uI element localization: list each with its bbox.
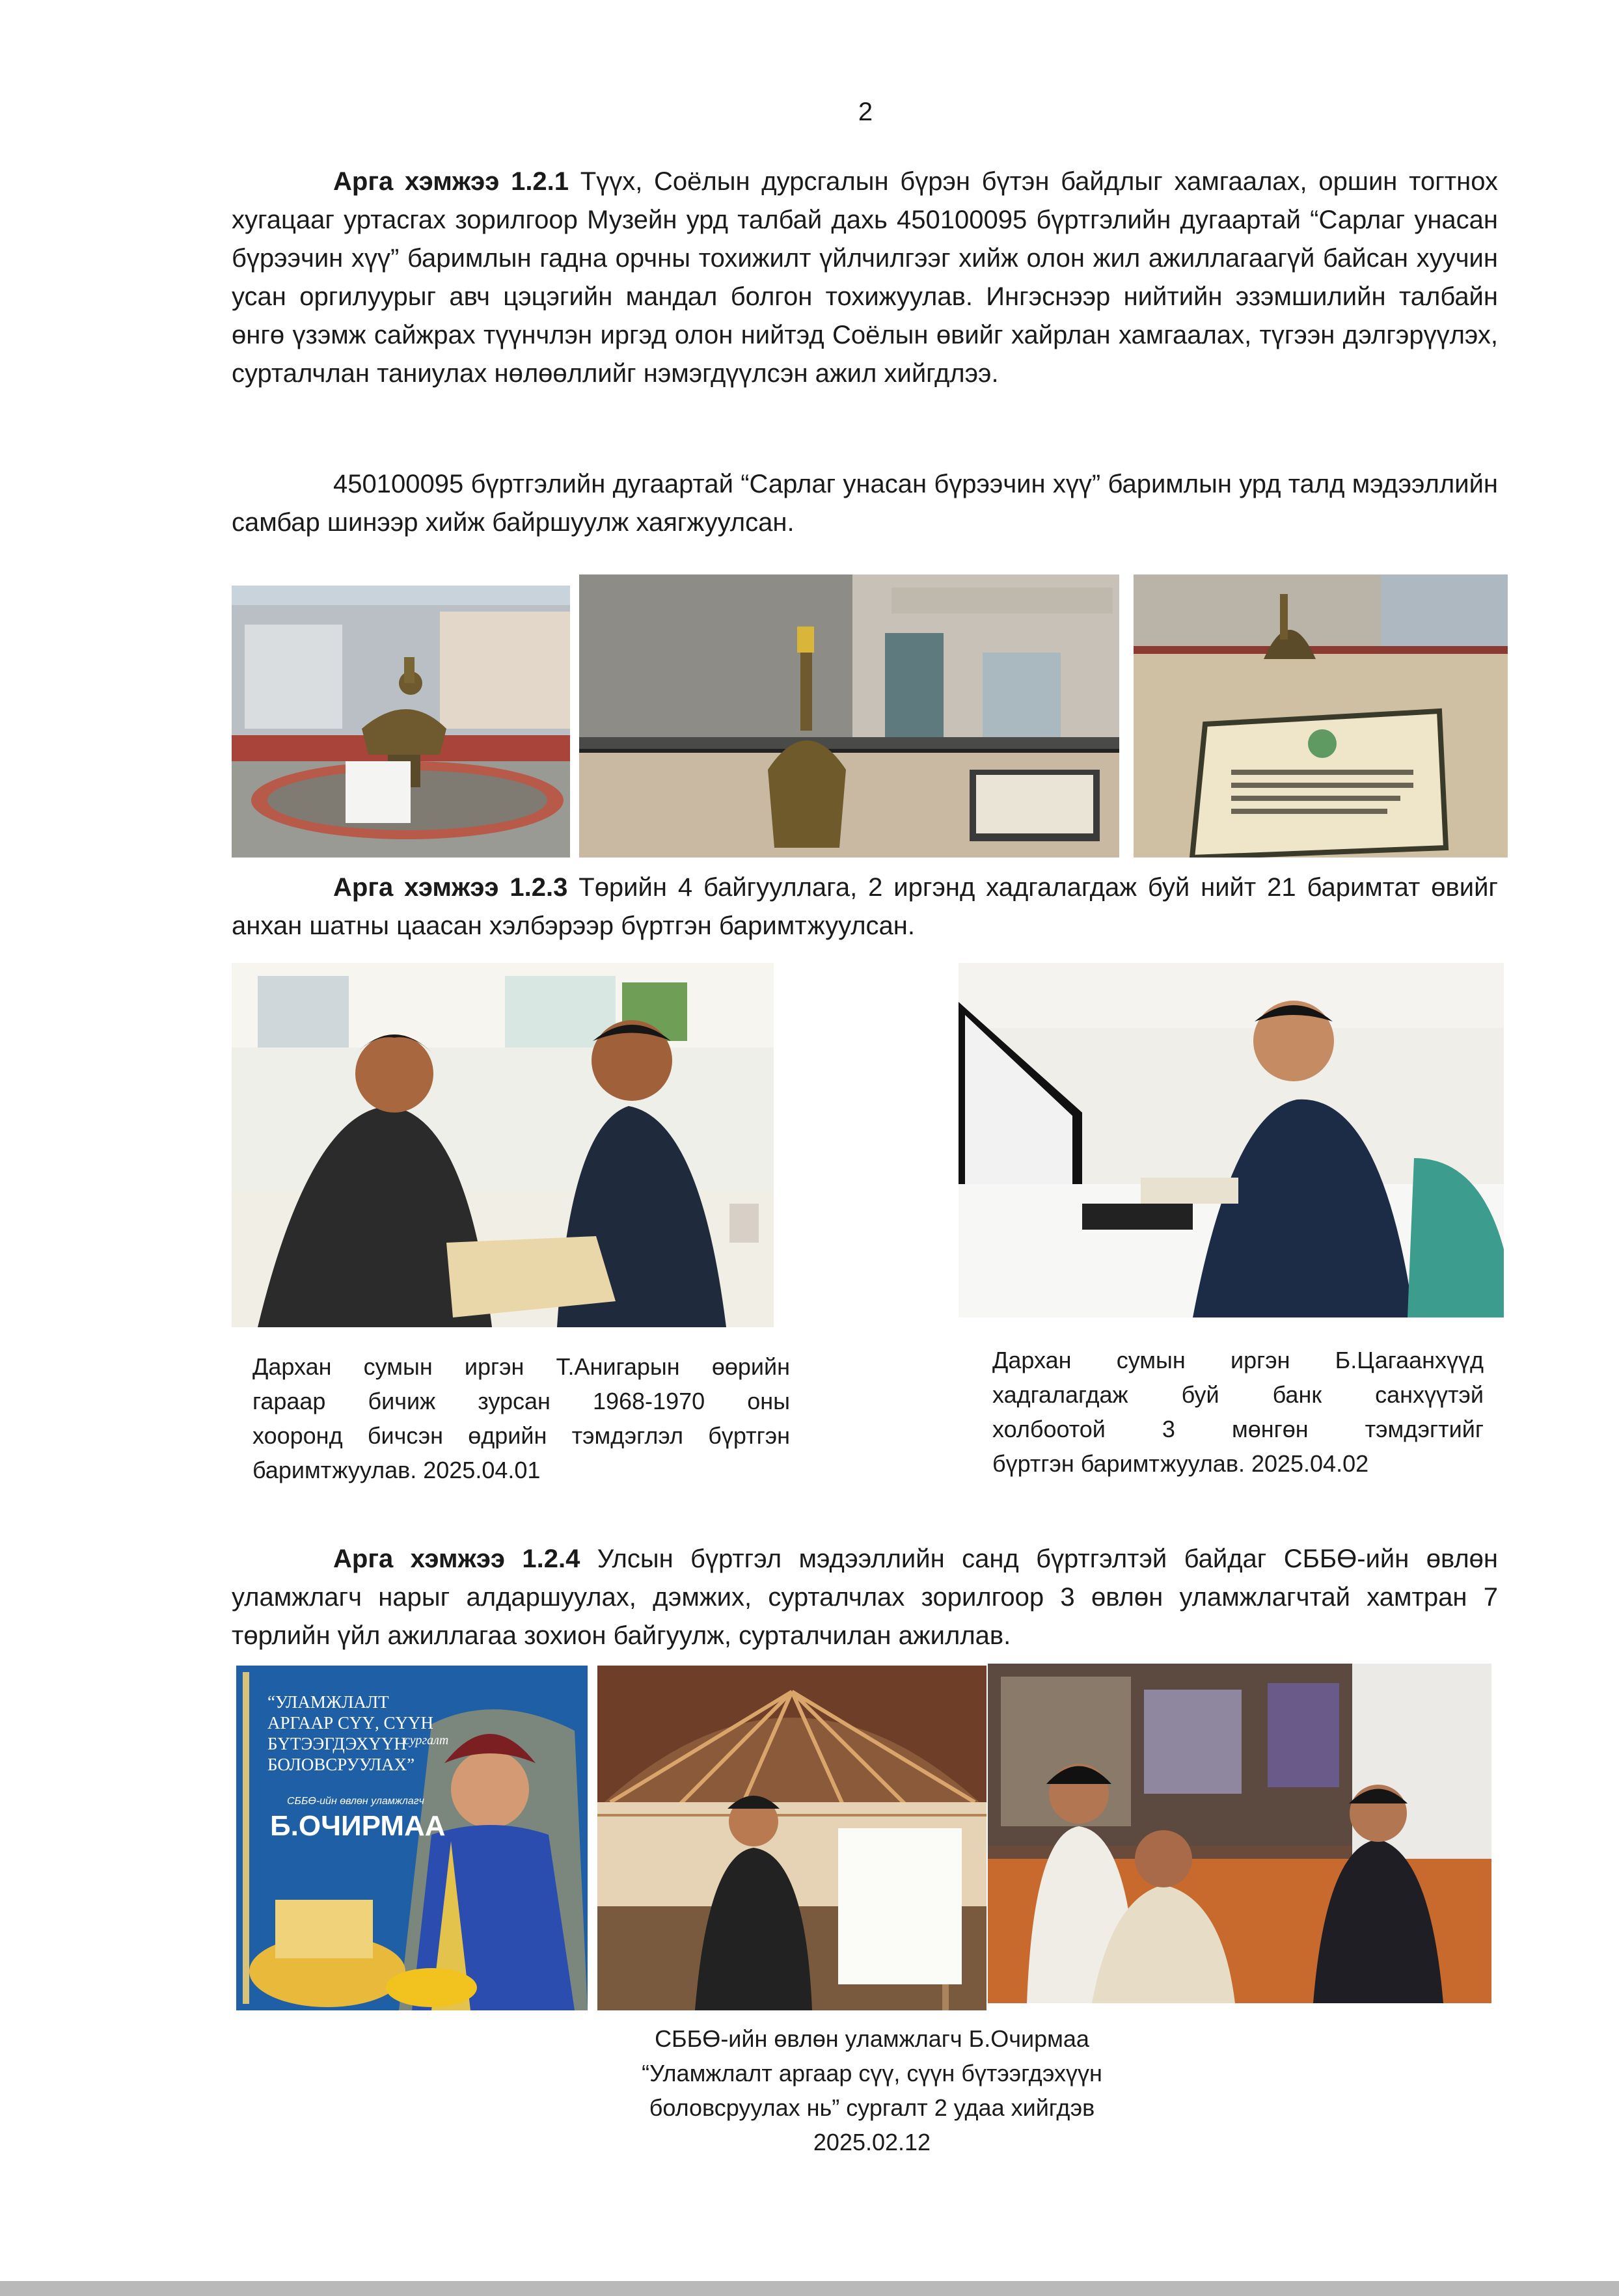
section-123-paragraph xyxy=(232,869,1498,945)
photo-training-poster xyxy=(236,1666,588,2010)
photo-sculpture-fountain xyxy=(232,586,570,858)
caption-training-line-1: СББӨ-ийн өвлөн уламжлагч Б.Очирмаа xyxy=(655,2025,1089,2052)
section-124-paragraph xyxy=(232,1540,1498,1655)
photo-diary-registration xyxy=(232,963,774,1327)
poster-subtitle: сургалт xyxy=(404,1733,449,1748)
section-121-text: Түүх, Соёлын дурсгалын бүрэн бүтэн байдлыг хамгаалах, оршин тогтнох хугацааг уртасгах зорилгоор Музейн урд талбай дахь 450100095 бүртгэлийн дугаартай “Сарлаг унасан бүрээчин хүү” баримлын гадна орчны тохижилт үйлчилгээг хийж олон жил ажиллагаагүй байсан хуучин усан оргилуурыг авч цэцэгийн мандал болгон тохижуулав. Ингэснээр нийтийн эзэмшилийн талбайн өнгө үзэмж сайжрах түүнчлэн иргэд олон нийтэд Соёлын өвийг хайрлан хамгаалах, түгээн дэлгэрүүлэх, сурталчлан таниулах нөлөөллийг нэмэгдүүлсэн ажил хийгдлээ. xyxy=(232,167,1499,388)
caption-training xyxy=(592,2021,1152,2159)
section-123-heading: Арга хэмжээ 1.2.3 xyxy=(333,873,568,902)
photo-banknotes-registration xyxy=(959,963,1504,1317)
caption-training-line-3: боловсруулах нь” сургалт 2 удаа хийгдэв xyxy=(649,2094,1095,2121)
photo-sculpture-street xyxy=(579,574,1119,858)
caption-diary-line-2: гараар бичиж зурсан 1968-1970 оны xyxy=(252,1388,790,1414)
photo-ger-presentation xyxy=(597,1666,986,2010)
caption-diary-line-4: баримтжуулав. 2025.04.01 xyxy=(252,1457,541,1483)
section-124-text: Улсын бүртгэл мэдээллийн санд бүртгэлтэй байдаг СББӨ-ийн өвлөн уламжлагч нарыг алдаршуулах, дэмжих, сурталчлах зорилгоор 3 өвлөн уламжлагчтай хамтран 7 төрлийн үйл ажиллагаа зохион байгуулж, сурталчилан ажиллав. xyxy=(232,1545,1498,1650)
caption-banknotes xyxy=(992,1343,1484,1481)
caption-training-line-2: “Уламжлалт аргаар сүү, сүүн бүтээгдэхүүн xyxy=(642,2060,1102,2087)
scan-bottom-edge xyxy=(0,2281,1619,2296)
caption-banknotes-line-4: бүртгэн баримтжуулав. 2025.04.02 xyxy=(992,1450,1369,1477)
section-121-text-2: 450100095 бүртгэлийн дугаартай “Сарлаг унасан бүрээчин хүү” баримлын урд талд мэдээллийн самбар шинээр хийж байршуулж хаягжуулсан. xyxy=(232,470,1498,537)
photo-info-board xyxy=(1134,574,1508,858)
caption-diary-line-1: Дархан сумын иргэн Т.Анигарын өөрийн xyxy=(252,1353,790,1380)
page-number: 2 xyxy=(858,98,873,126)
caption-training-line-4: 2025.02.12 xyxy=(813,2129,931,2155)
poster-role: СББӨ-ийн өвлөн уламжлагч xyxy=(287,1796,424,1807)
photo-group-training xyxy=(988,1664,1491,2003)
section-123-text: Төрийн 4 байгууллага, 2 иргэнд хадгалагдаж буй нийт 21 баримтат өвийг анхан шатны цаасан хэлбэрээр бүртгэн баримтжуулсан. xyxy=(232,873,1499,940)
caption-banknotes-line-1: Дархан сумын иргэн Б.Цагаанхүүд xyxy=(992,1347,1484,1373)
caption-banknotes-line-3: холбоотой 3 мөнгөн тэмдэгтийг xyxy=(992,1416,1484,1442)
caption-diary-line-3: хооронд бичсэн өдрийн тэмдэглэл бүртгэн xyxy=(252,1422,790,1449)
section-124-heading: Арга хэмжээ 1.2.4 xyxy=(333,1545,580,1573)
caption-diary xyxy=(252,1349,790,1487)
section-121-paragraph-2 xyxy=(232,465,1498,542)
caption-banknotes-line-2: хадгалагдаж буй банк санхүүтэй xyxy=(992,1381,1484,1408)
poster-title: “УЛАМЖЛАЛТ АРГААР СҮҮ, СҮҮН БҮТЭЭГДЭХҮҮН БОЛОВСРУУЛАХ” xyxy=(267,1692,433,1774)
section-121-paragraph xyxy=(232,163,1498,393)
section-121-heading: Арга хэмжээ 1.2.1 xyxy=(333,167,569,196)
poster-name: Б.ОЧИРМАА xyxy=(270,1810,446,1842)
